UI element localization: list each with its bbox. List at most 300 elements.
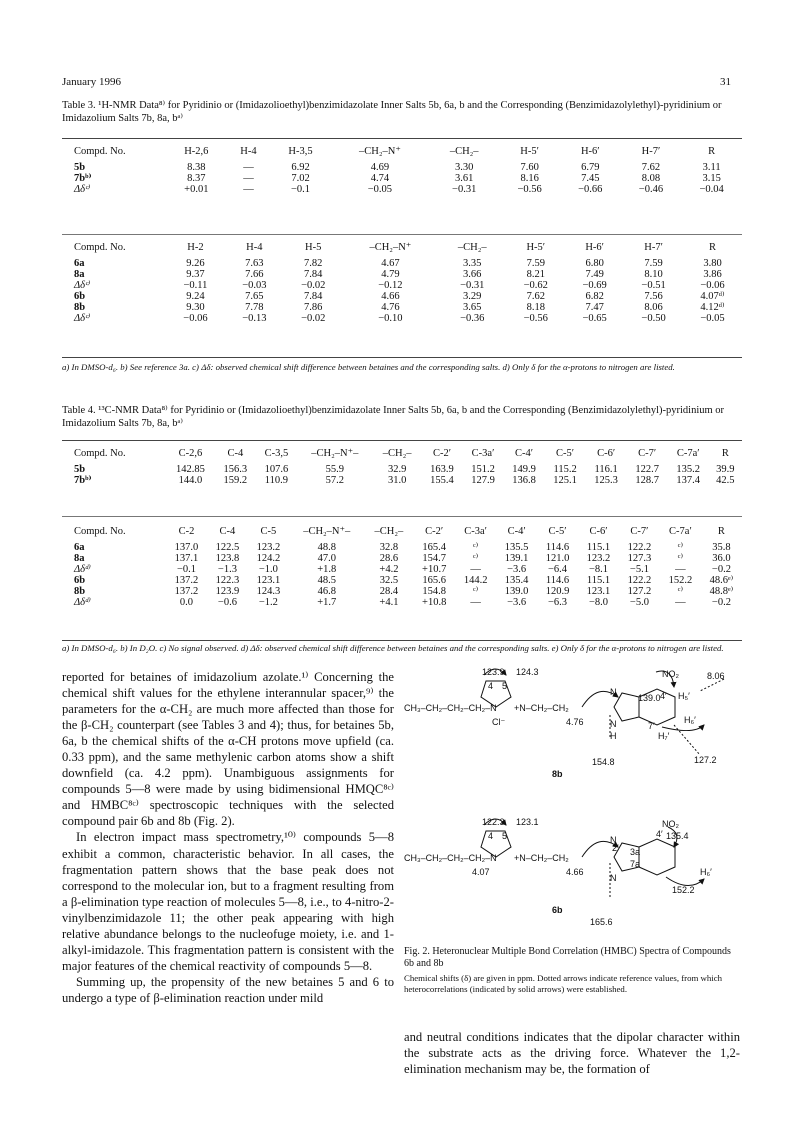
figure-caption: Fig. 2. Heteronuclear Multiple Bond Correlation (HMBC) Spectra of Compounds 6b and 8b <box>404 946 731 969</box>
labels-8b <box>404 667 725 779</box>
table-cell: 7.62 <box>526 291 545 302</box>
table-cell: 7.59 <box>644 258 663 269</box>
table-cell: 7.47 <box>585 302 604 313</box>
table-cell: 139.0 <box>504 586 529 597</box>
table-cell: −1.0 <box>258 564 278 575</box>
table-row <box>62 162 742 173</box>
atom-number: 7′ <box>648 721 655 731</box>
column-header: H-7′ <box>644 242 663 253</box>
table-cell: 7.59 <box>526 258 545 269</box>
table-cell: −0.56 <box>517 184 542 195</box>
table-row <box>62 475 742 486</box>
table-cell: 142.85 <box>175 464 205 475</box>
table-cell: 39.9 <box>716 464 735 475</box>
table-cell: 7.49 <box>585 269 604 280</box>
atom-number: 2′ <box>612 843 619 853</box>
table-cell: ᶜ⁾ <box>473 542 479 553</box>
table-cell: 7.82 <box>304 258 323 269</box>
table-cell: 122.2 <box>627 575 652 586</box>
column-header: C-3,5 <box>264 448 289 459</box>
table-cell: 5b <box>74 162 86 173</box>
table-cell: 7.65 <box>245 291 264 302</box>
table3-footnote: a) In DMSO-d₆. b) See reference 3a. c) Δδ: observed chemical shift difference between betaines and the corresponding salts. d) Only δ for the α-protons to nitrogen are listed. <box>62 362 675 372</box>
table-cell: 114.6 <box>545 542 570 553</box>
table-cell: 155.4 <box>430 475 454 486</box>
table-cell: 7.63 <box>245 258 264 269</box>
running-header <box>62 76 731 88</box>
table-cell: 9.30 <box>186 302 205 313</box>
paragraph: Summing up, the propensity of the new betaines 5 and 6 to undergo a type of β-elimination reaction under mild <box>62 974 394 1005</box>
table-cell: 8.37 <box>187 173 206 184</box>
nitro-label: NO₂ <box>662 819 679 829</box>
table-cell: 7.56 <box>644 291 663 302</box>
table-cell: 7.84 <box>304 291 323 302</box>
table-row <box>62 564 742 575</box>
paragraph: In electron impact mass spectrometry,¹⁰⁾ compounds 5—8 exhibit a common, characteristic behavior. In all cases, the fragmentation pattern shows that the base peak does not correspond to the molecular ion, but to a fragment resulting from a β-elimination type reaction of molecules 5—8, i.e., to 4-nitro-2-vinylbenzimidazole 11; the other peak appearing with high relative abundance belongs to the nucleofuge moiety, i.e. and 1-alkyl-imidazole. This fragmentation pattern is consistent with the major features of the chemical reactivity of compounds 5—8. <box>62 830 394 973</box>
table-cell: −0.13 <box>242 313 267 324</box>
table-cell: — <box>243 173 254 184</box>
table-cell: 32.8 <box>379 542 399 553</box>
table-cell: 124.2 <box>256 553 281 564</box>
column-header: H-2,6 <box>184 146 209 157</box>
table-cell: — <box>675 597 686 608</box>
table-row <box>62 258 742 269</box>
table-cell: 115.1 <box>586 542 611 553</box>
table-cell: 8.18 <box>526 302 545 313</box>
column-header: R <box>717 526 725 537</box>
table-cell: — <box>243 162 254 173</box>
table-cell: Δδᶜ⁾ <box>74 184 91 195</box>
table-cell: ᶜ⁾ <box>677 553 684 564</box>
right-column <box>404 1029 740 1077</box>
atom-number: 4′ <box>656 829 663 839</box>
table3-block1 <box>62 142 742 195</box>
table-cell: −0.05 <box>700 313 725 324</box>
compound-label: 8b <box>552 769 563 779</box>
column-header: H-3,5 <box>288 146 313 157</box>
table-cell: 3.66 <box>463 269 482 280</box>
column-header: C-2 <box>178 526 195 537</box>
table-cell: 127.3 <box>627 553 652 564</box>
column-header: C-4′ <box>515 448 534 459</box>
table-cell: 3.86 <box>703 269 722 280</box>
table-cell: 46.8 <box>317 586 336 597</box>
table-cell: −1.2 <box>258 597 278 608</box>
table-cell: −3.6 <box>507 564 527 575</box>
column-header: C-7′ <box>630 526 649 537</box>
table-cell: 120.9 <box>545 586 570 597</box>
table-cell: 110.9 <box>264 475 288 486</box>
table-header-row <box>62 238 742 258</box>
table-row <box>62 586 742 597</box>
table-row <box>62 553 742 564</box>
column-header: –CH₂–N⁺ <box>369 242 412 253</box>
table-cell: −0.12 <box>378 280 403 291</box>
table-cell: 8.16 <box>520 173 539 184</box>
rule <box>62 516 742 517</box>
table-cell: Δδᵈ⁾ <box>74 597 91 608</box>
table-row <box>62 597 742 608</box>
table-cell: 125.3 <box>594 475 618 486</box>
table-cell: −0.66 <box>578 184 603 195</box>
table3-block2 <box>62 238 742 324</box>
table-cell: 8b <box>74 302 86 313</box>
column-header: –CH₂–N⁺ <box>358 146 401 157</box>
table-cell: 135.5 <box>504 542 529 553</box>
column-header: H-6′ <box>585 242 604 253</box>
table-cell: 4.12ᵈ⁾ <box>700 302 725 313</box>
table-cell: Δδᶜ⁾ <box>74 280 91 291</box>
table-cell: −0.6 <box>217 597 237 608</box>
table-cell: Δδᵈ⁾ <box>74 564 91 575</box>
table-cell: −0.31 <box>460 280 485 291</box>
table-cell: −0.62 <box>523 280 548 291</box>
shift: 154.8 <box>592 757 615 767</box>
table-cell: −0.46 <box>638 184 664 195</box>
table-cell: −0.02 <box>301 313 326 324</box>
h-label: H₅′ <box>678 691 690 701</box>
table-cell: −0.06 <box>183 313 208 324</box>
shift: 122.3 <box>482 817 505 827</box>
chain-label: CH₃–CH₂–CH₂–CH₂–N <box>404 853 497 863</box>
table-cell: +10.8 <box>422 597 447 608</box>
shift: 123.1 <box>516 817 539 827</box>
table-cell: −0.03 <box>242 280 267 291</box>
table-cell: 116.1 <box>594 464 618 475</box>
table-cell: — <box>675 564 686 575</box>
column-header: C-6′ <box>597 448 616 459</box>
table-cell: 7bᵇ⁾ <box>74 173 92 184</box>
table-cell: 144.2 <box>463 575 488 586</box>
table-cell: 55.9 <box>325 464 345 475</box>
atom-number: 7a <box>630 859 641 869</box>
table-cell: −6.3 <box>548 597 568 608</box>
table-cell: −0.06 <box>700 280 725 291</box>
table-cell: 125.1 <box>553 475 577 486</box>
column-header: H-4 <box>240 146 257 157</box>
table-cell: 4.79 <box>381 269 400 280</box>
table-cell: 3.65 <box>463 302 482 313</box>
left-column <box>62 669 394 1006</box>
table-cell: 48.5 <box>317 575 336 586</box>
table-cell: −0.65 <box>582 313 607 324</box>
paragraph: and neutral conditions indicates that the dipolar character within the substrate acts as the driving force. Whatever the 1,2-elimination mechanism may be, the formation of <box>404 1030 740 1077</box>
h-label: H₇′ <box>658 731 670 741</box>
table-cell: 144.0 <box>178 475 203 486</box>
table-cell: 3.35 <box>463 258 482 269</box>
table-cell: 48.8 <box>317 542 336 553</box>
column-header: H-2 <box>187 242 204 253</box>
column-header: H-7′ <box>641 146 661 157</box>
table-cell: +0.01 <box>184 184 209 195</box>
column-header: C-5′ <box>548 526 567 537</box>
table-cell: 7.86 <box>304 302 323 313</box>
shift: 135.4 <box>666 831 689 841</box>
table-cell: 3.11 <box>702 162 721 173</box>
table-cell: 32.9 <box>387 464 407 475</box>
table-cell: 3.61 <box>455 173 474 184</box>
paragraph: reported for betaines of imidazolium azolate.¹⁾ Concerning the chemical shift values for the ethylene interannular spacer,⁹⁾ the parameters for the α-CH₂ are much more affected than those for the β-CH₂ counterpart (see Tables 3 and 4); thus, for betaines 5b, 6a, b the chemical shifts of the α-CH protons move upfield (ca. 0.33 ppm), and the same methylenic carbon atoms show a shift downfield (ca. 4.2 ppm). Unambiguous assignments for compounds 5—8 were made by using bidimensional HMQC⁸ᶜ⁾ and HMBC⁸ᶜ⁾ spectroscopic techniques with the selected compound pair 6b and 8b (Fig. 2). <box>62 670 394 829</box>
table-cell: ᶜ⁾ <box>473 586 479 597</box>
table-cell: −0.11 <box>183 280 208 291</box>
table-header-row <box>62 522 742 542</box>
table-cell: +4.2 <box>379 564 399 575</box>
table-cell: 128.7 <box>635 475 659 486</box>
table-cell: 4.76 <box>381 302 400 313</box>
table-cell: 121.0 <box>545 553 570 564</box>
table-cell: −0.31 <box>452 184 477 195</box>
column-header: –CH₂–N⁺– <box>303 526 351 537</box>
column-header: –CH₂– <box>374 526 404 537</box>
table-cell: 31.0 <box>387 475 407 486</box>
table3-caption: Table 3. ¹H-NMR Data⁸⁾ for Pyridinio or (Imidazolioethyl)benzimidazolate Inner Salts 5b, 6a, b and the Corresponding (Benzimidazolylethyl)-pyridinium or Imidazolium Salts 7b, 8a, bᵃ⁾ <box>62 100 722 124</box>
column-header: R <box>708 242 716 253</box>
chain-label: CH₃–CH₂–CH₂–CH₂–N <box>404 703 497 713</box>
table-cell: −0.2 <box>711 597 731 608</box>
compound-label: 6b <box>552 905 563 915</box>
table-cell: 4.66 <box>381 291 400 302</box>
table-cell: 8.38 <box>187 162 206 173</box>
labels-6b <box>404 817 712 927</box>
column-header: Compd. No. <box>74 526 126 537</box>
table-cell: 8.10 <box>644 269 663 280</box>
table-cell: 6.79 <box>581 162 600 173</box>
table-cell: −0.51 <box>641 280 666 291</box>
rule <box>62 640 742 641</box>
table-cell: −5.0 <box>629 597 649 608</box>
atom-label: N <box>610 719 617 729</box>
table-header-row <box>62 444 742 464</box>
rule <box>62 234 742 235</box>
table-cell: 137.1 <box>174 553 199 564</box>
shift: 4.07 <box>472 867 490 877</box>
table-cell: +1.7 <box>317 597 337 608</box>
table-cell: 0.0 <box>179 597 194 608</box>
nplus-label: +N–CH₂–CH₂ <box>514 703 569 713</box>
atom-number: 4 <box>488 681 494 691</box>
shift: 4.76 <box>566 717 584 727</box>
table-cell: 5b <box>74 464 86 475</box>
atom-number: 3a <box>630 847 641 857</box>
table-cell: 3.80 <box>703 258 722 269</box>
table-row <box>62 464 742 475</box>
column-header: C-3a′ <box>471 448 495 459</box>
table-row <box>62 184 742 195</box>
column-header: C-4′ <box>507 526 526 537</box>
table-cell: 152.2 <box>668 575 693 586</box>
table-cell: — <box>470 564 481 575</box>
table-cell: 7bᵇ⁾ <box>74 475 92 486</box>
atom-number: 5 <box>502 831 508 841</box>
table-cell: 28.4 <box>379 586 399 597</box>
table-cell: 6.92 <box>291 162 310 173</box>
table-cell: Δδᶜ⁾ <box>74 313 91 324</box>
column-header: Compd. No. <box>74 242 126 253</box>
table-cell: 127.9 <box>471 475 495 486</box>
column-header: –CH₂–N⁺– <box>311 448 359 459</box>
hmbc-figure <box>404 652 744 972</box>
column-header: Compd. No. <box>74 146 126 157</box>
table-cell: −0.1 <box>176 564 196 575</box>
table-cell: 137.2 <box>174 586 199 597</box>
table-cell: 4.69 <box>370 162 390 173</box>
table-cell: −0.2 <box>711 564 731 575</box>
table-cell: 135.2 <box>676 464 700 475</box>
table-cell: +1.8 <box>317 564 337 575</box>
table-row <box>62 302 742 313</box>
table-cell: 136.8 <box>512 475 536 486</box>
shift: 152.2 <box>672 885 695 895</box>
table-cell: 124.3 <box>256 586 281 597</box>
table-cell: 122.2 <box>627 542 652 553</box>
table-cell: −0.69 <box>582 280 607 291</box>
table-cell: ᶜ⁾ <box>677 542 684 553</box>
column-header: C-2′ <box>432 448 451 459</box>
table-cell: 123.1 <box>586 586 611 597</box>
rule <box>62 357 742 358</box>
table-cell: 163.9 <box>430 464 454 475</box>
table-cell: 123.1 <box>256 575 281 586</box>
column-header: C-6′ <box>589 526 608 537</box>
rule <box>62 440 742 441</box>
atom-label: N <box>610 873 617 883</box>
table-cell: 48.6ᵉ⁾ <box>709 575 734 586</box>
atom-number: 4 <box>488 831 494 841</box>
shift: 165.6 <box>590 917 613 927</box>
table-cell: 7.66 <box>245 269 264 280</box>
table4-block1 <box>62 444 742 486</box>
table-cell: 42.5 <box>716 475 735 486</box>
table-cell: 151.2 <box>471 464 495 475</box>
table-cell: 7.02 <box>291 173 310 184</box>
anion-label: Cl⁻ <box>492 717 506 727</box>
atom-label: H <box>610 731 617 741</box>
shift: 4.66 <box>566 867 584 877</box>
shift: 139.0 <box>638 693 661 703</box>
column-header: C-4 <box>227 448 244 459</box>
table-cell: 159.2 <box>223 475 248 486</box>
table-cell: −8.0 <box>588 597 609 608</box>
column-header: H-5′ <box>526 242 546 253</box>
table-cell: 3.29 <box>463 291 482 302</box>
table-cell: 6b <box>74 291 86 302</box>
column-header: H-4 <box>246 242 263 253</box>
table-cell: 8a <box>74 269 85 280</box>
table-cell: 122.5 <box>215 542 240 553</box>
page-number: 31 <box>720 76 731 88</box>
table-cell: −0.50 <box>641 313 666 324</box>
table-cell: 4.67 <box>381 258 400 269</box>
table-cell: 135.4 <box>504 575 529 586</box>
table-cell: 123.9 <box>215 586 240 597</box>
column-header: C-2′ <box>425 526 444 537</box>
atom-label: N <box>610 687 617 697</box>
table-cell: 137.2 <box>174 575 199 586</box>
table4-block2 <box>62 522 742 608</box>
table-cell: −6.4 <box>548 564 568 575</box>
column-header: C-7a′ <box>676 448 700 459</box>
table-cell: 8a <box>74 553 85 564</box>
table-cell: 32.5 <box>379 575 399 586</box>
h-label: H₆′ <box>700 867 712 877</box>
table-cell: 47.0 <box>317 553 336 564</box>
table-cell: 122.7 <box>635 464 659 475</box>
table-cell: 165.4 <box>422 542 446 553</box>
table-cell: 6a <box>74 258 85 269</box>
table-cell: −0.02 <box>301 280 326 291</box>
table-cell: −0.36 <box>460 313 485 324</box>
shift: 8.06 <box>707 671 725 681</box>
table-cell: 6a <box>74 542 85 553</box>
table-cell: — <box>470 597 481 608</box>
column-header: C-5 <box>260 526 277 537</box>
table-cell: 6b <box>74 575 86 586</box>
column-header: –CH₂– <box>457 242 487 253</box>
table-cell: −5.1 <box>629 564 649 575</box>
table-header-row <box>62 142 742 162</box>
table-row <box>62 542 742 553</box>
table-cell: 3.30 <box>455 162 474 173</box>
table-cell: 48.8ᵉ⁾ <box>709 586 734 597</box>
table-cell: 6.82 <box>585 291 604 302</box>
column-header: C-7a′ <box>669 526 692 537</box>
table-row <box>62 269 742 280</box>
table-cell: −8.1 <box>588 564 609 575</box>
table-cell: ᶜ⁾ <box>473 553 479 564</box>
nplus-label: +N–CH₂–CH₂ <box>514 853 569 863</box>
column-header: C-5′ <box>556 448 575 459</box>
table-cell: 7.60 <box>520 162 539 173</box>
table-cell: 28.6 <box>379 553 399 564</box>
table-cell: 4.07ᵈ⁾ <box>700 291 725 302</box>
table-cell: −0.10 <box>378 313 403 324</box>
table-cell: +4.1 <box>379 597 399 608</box>
table-cell: 57.2 <box>325 475 345 486</box>
table-cell: 154.7 <box>422 553 446 564</box>
table-cell: −0.1 <box>290 184 311 195</box>
table-cell: −0.04 <box>699 184 724 195</box>
table-cell: 114.6 <box>545 575 570 586</box>
table-cell: 123.2 <box>586 553 611 564</box>
header-date: January 1996 <box>62 76 121 88</box>
table-cell: +10.7 <box>422 564 447 575</box>
table-cell: 8.08 <box>641 173 661 184</box>
column-header: C-2,6 <box>178 448 203 459</box>
nitro-label: NO₂ <box>662 669 679 679</box>
column-header: H-5′ <box>520 146 539 157</box>
table-row <box>62 313 742 324</box>
column-header: H-5 <box>305 242 322 253</box>
rule <box>62 138 742 139</box>
column-header: C-7′ <box>638 448 657 459</box>
table-cell: 8b <box>74 586 86 597</box>
table-cell: 9.37 <box>186 269 205 280</box>
table-cell: 123.8 <box>215 553 240 564</box>
column-header: R <box>721 448 729 459</box>
atom-label: N <box>610 835 617 845</box>
table-cell: 9.26 <box>186 258 205 269</box>
figure-note: Chemical shifts (δ) are given in ppm. Dotted arrows indicate reference values, from which heterocorrelations (indicated by solid arrows) were established. <box>404 973 723 994</box>
shift: 124.3 <box>516 667 539 677</box>
table-cell: 7.45 <box>581 173 600 184</box>
table-cell: 137.0 <box>174 542 199 553</box>
table4-footnote: a) In DMSO-d₆. b) In D₂O. c) No signal observed. d) Δδ: observed chemical shift difference between betaines and the corresponding salts. e) Only δ for the α-protons to nitrogen are listed. <box>62 643 724 653</box>
table-cell: 156.3 <box>223 464 248 475</box>
table-cell: ᶜ⁾ <box>677 586 684 597</box>
column-header: C-4 <box>219 526 236 537</box>
shift: 127.2 <box>694 755 717 765</box>
table-cell: 122.3 <box>215 575 240 586</box>
